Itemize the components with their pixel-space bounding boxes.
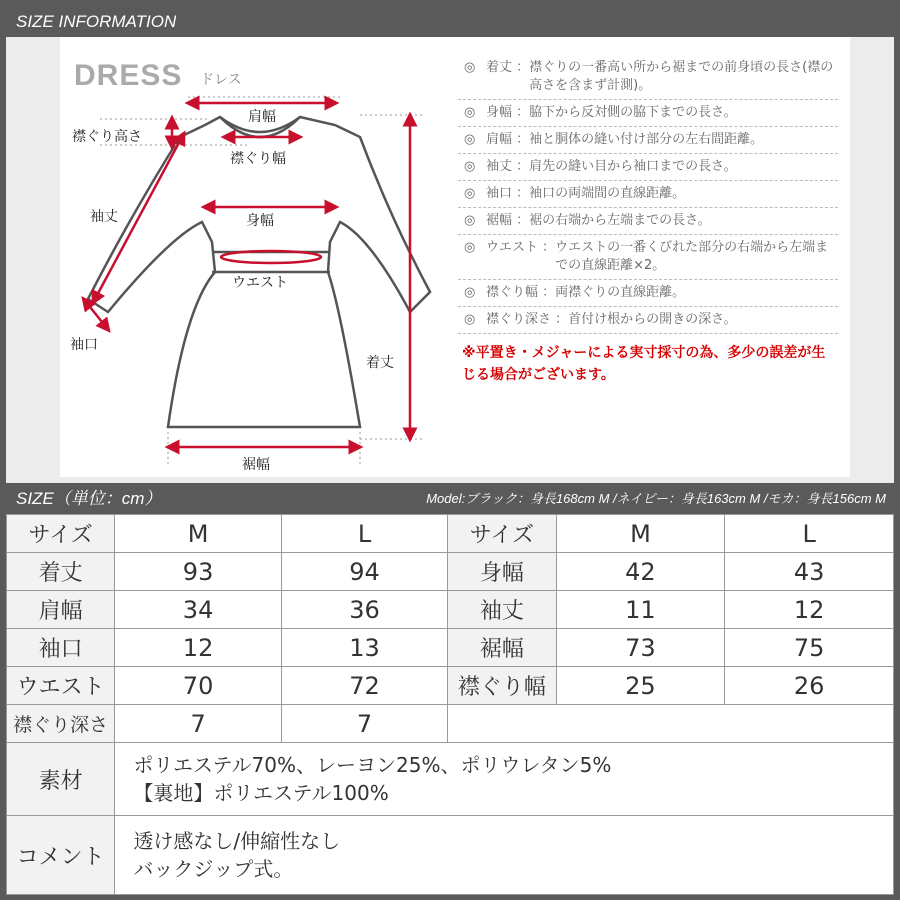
description-row: ◎ ウエスト ： ウエストの一番くびれた部分の右端から左端までの直線距離×2。 [458,235,838,280]
caution-note: ※平置き・メジャーによる実寸採寸の為、多少の誤差が生じる場合がございます。 [462,345,826,383]
size-information-header [6,6,894,37]
label-erigurita: 襟ぐり高さ [72,129,142,145]
size-table-header [6,483,894,514]
material-value: ポリエステル70%、レーヨン25%、ポリウレタン5% 【裏地】ポリエステル100% [115,743,894,816]
label-katahaba: 肩幅 [248,109,276,125]
size-table [6,514,894,895]
comment-value: 透け感なし/伸縮性なし バックジップ式。 [115,816,894,895]
material-row [7,743,894,816]
description-row: ◎ 襟ぐり幅 ： 両襟ぐりの直線距離。 [458,280,838,307]
dress-diagram [60,37,450,477]
size-unit-title: SIZE（単位：cm） [16,489,162,508]
description-row: ◎ 襟ぐり深さ ： 首付け根からの開きの深さ。 [458,307,838,334]
table-row: 襟ぐり深さ 7 7 [7,705,894,743]
description-row: ◎ 肩幅 ： 袖と胴体の縫い付け部分の左右間距離。 [458,127,838,154]
table-row: ウエスト 70 72 襟ぐり幅 25 26 [7,667,894,705]
label-erigurihaba: 襟ぐり幅 [230,151,286,167]
label-sodetake: 袖丈 [90,209,118,225]
label-sodeguchi: 袖口 [70,337,98,353]
dress-subtitle: ドレス [200,72,242,88]
label-mihaba: 身幅 [246,213,274,229]
table-row: 着丈 93 94 身幅 42 43 [7,553,894,591]
table-row: 袖口 12 13 裾幅 73 75 [7,629,894,667]
model-note: Model:ブラック：身長168cm M /ネイビー：身長163cm M /モカ：身長156cm M [426,491,886,506]
diagram-panel [60,37,850,477]
label-susohaba: 裾幅 [242,457,270,473]
description-row: ◎ 袖丈 ： 肩先の縫い目から袖口までの長さ。 [458,154,838,181]
dress-title: DRESS [74,59,183,92]
table-row: 肩幅 34 36 袖丈 11 12 [7,591,894,629]
material-label: 素材 [7,743,115,816]
description-row: ◎ 身幅 ： 脇下から反対側の脇下までの長さ。 [458,100,838,127]
label-waist: ウエスト [232,275,288,291]
size-information-title: SIZE INFORMATION [16,12,177,31]
description-row: ◎ 着丈 ： 襟ぐりの一番高い所から裾までの前身頃の長さ(襟の高さを含まず計測)。 [458,55,838,100]
table-header-row: サイズ M L サイズ M L [7,515,894,553]
comment-label: コメント [7,816,115,895]
label-kitake: 着丈 [366,355,394,371]
comment-row [7,816,894,895]
description-row: ◎ 裾幅 ： 裾の右端から左端までの長さ。 [458,208,838,235]
measurement-descriptions [458,55,838,386]
description-row: ◎ 袖口 ： 袖口の両端間の直線距離。 [458,181,838,208]
